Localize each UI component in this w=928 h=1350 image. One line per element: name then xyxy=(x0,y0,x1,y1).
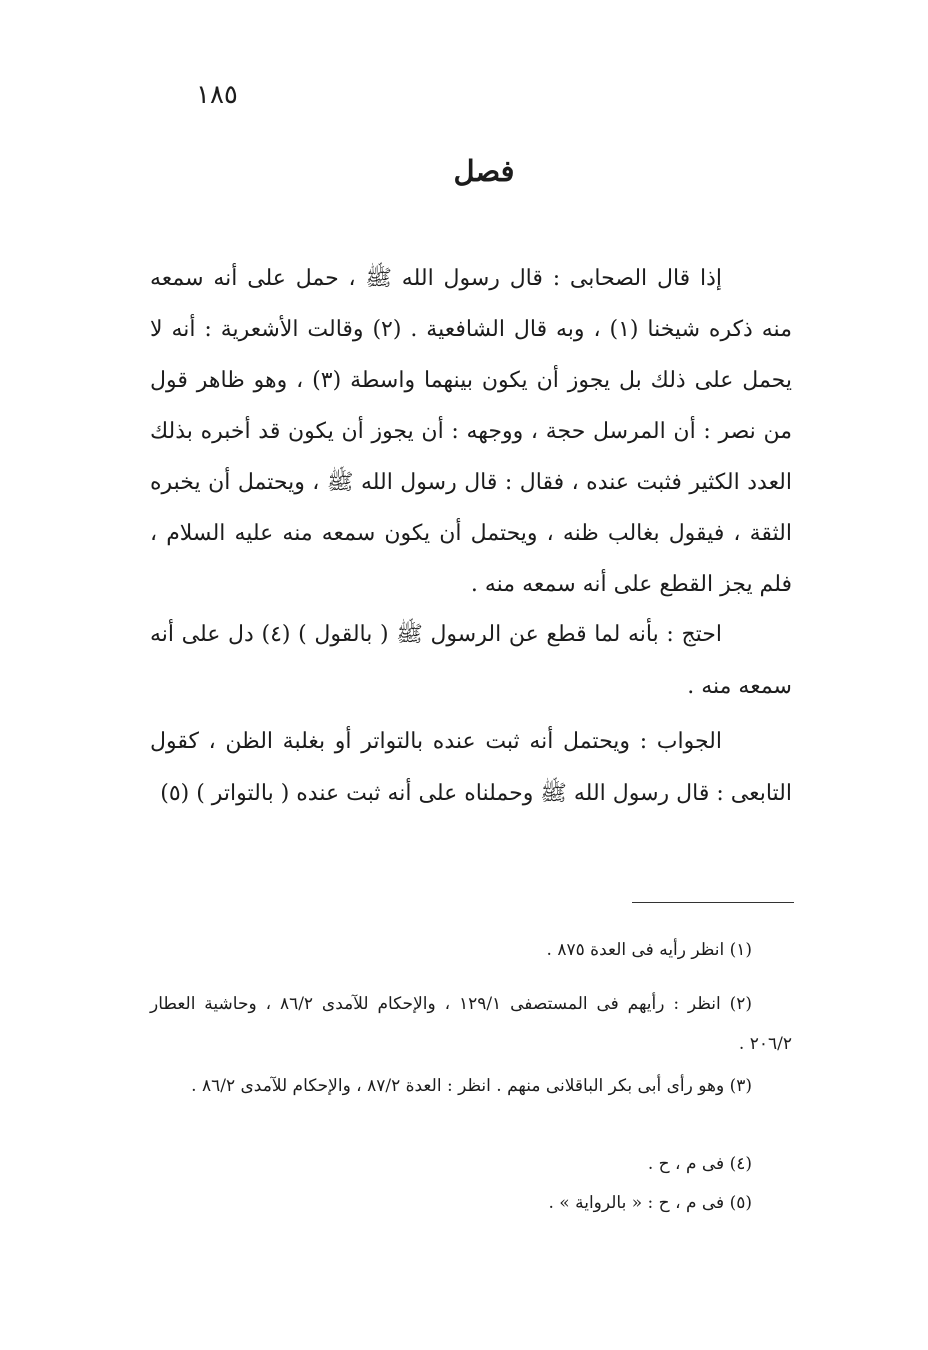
footnote-text: (١) انظر رأيه فى العدة ٨٧٥ . xyxy=(546,940,752,960)
footnote-text: (٥) فى م ، ح : « بالرواية » . xyxy=(548,1193,752,1213)
paragraph-text: الجواب : ويحتمل أنه ثبت عنده بالتواتر أو بغلبة الظن ، كقول التابعى : قال رسول الله ﷺ وحملناه على أنه ثبت عنده ( بالتواتر ) (٥) xyxy=(150,729,792,806)
paragraph-text: احتج : بأنه لما قطع عن الرسول ﷺ ( بالقول ) (٤) دل على أنه سمعه منه . xyxy=(150,622,792,699)
footnote-text: (٣) وهو رأى أبى بكر الباقلانى منهم . انظر : العدة ٨٧/٢ ، والإحكام للآمدى ٨٦/٢ . xyxy=(191,1076,752,1096)
main-paragraph-2 xyxy=(150,609,792,713)
section-heading: فصل xyxy=(453,154,515,188)
paragraph-text: إذا قال الصحابى : قال رسول الله ﷺ ، حمل على أنه سمعه منه ذكره شيخنا (١) ، وبه قال الشافعية . (٢) وقالت الأشعرية : أنه لا يحمل على ذلك بل يجوز أن يكون بينهما واسطة (٣) ، وهو ظاهر قول من نصر : أن المرسل حجة ، ووجهه : أن يجوز أن يكون قد أخبره بذلك العدد الكثير فثبت عنده ، فقال : قال رسول الله ﷺ ، ويحتمل أن يخبره الثقة ، فيقول بغالب ظنه ، ويحتمل أن يكون سمعه منه عليه السلام ، فلم يجز القطع على أنه سمعه منه . xyxy=(150,266,792,597)
footnote-text: (٤) فى م ، ح . xyxy=(647,1154,752,1174)
footnote-text: (٢) انظر : رأيهم فى المستصفى ١٢٩/١ ، والإحكام للآمدى ٨٦/٢ ، وحاشية العطار ٢٠٦/٢ . xyxy=(150,994,792,1054)
footnote-2 xyxy=(150,984,792,1064)
main-paragraph-3 xyxy=(150,716,792,820)
footnote-3 xyxy=(150,1066,792,1106)
footnote-5 xyxy=(150,1188,792,1218)
main-paragraph-1 xyxy=(150,253,792,610)
footnote-1 xyxy=(150,935,792,965)
footnote-4 xyxy=(150,1149,792,1179)
page-number: ١٨٥ xyxy=(196,80,238,110)
footnote-separator xyxy=(632,902,794,903)
